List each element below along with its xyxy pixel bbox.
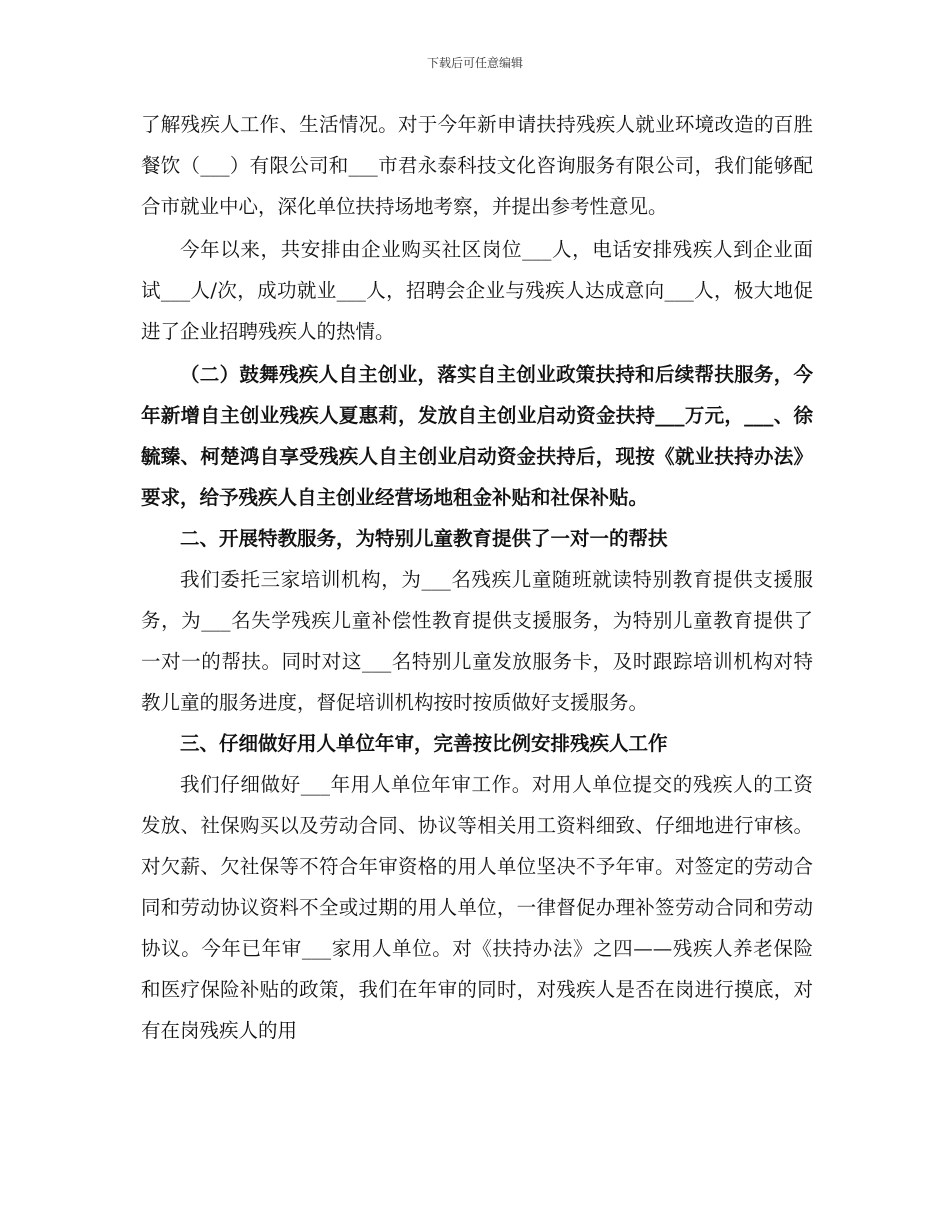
document-body <box>141 104 813 1051</box>
section-heading-3: 三、仔细做好用人单位年审，完善按比例安排残疾人工作 <box>180 732 668 755</box>
page-header: 下载后可任意编辑 <box>426 56 523 70</box>
paragraph-2: 今年以来，共安排由企业购买社区岗位___人，电话安排残疾人到企业面试___人/次，成功就业___人，招聘会企业与残疾人达成意向___人，极大地促进了企业招聘残疾人的热情。 <box>141 238 813 343</box>
paragraph-1: 了解残疾人工作、生活情况。对于今年新申请扶持残疾人就业环境改造的百胜餐饮（___）有限公司和___市君永泰科技文化咨询服务有限公司，我们能够配合市就业中心，深化单位扶持场地考察，并提出参考性意见。 <box>141 113 813 218</box>
paragraph-special-education: 我们委托三家培训机构，为___名残疾儿童随班就读特别教育提供支援服务，为___名失学残疾儿童补偿性教育提供支援服务，为特别儿童教育提供了一对一的帮扶。同时对这___名特别儿童发放服务卡，及时跟踪培训机构对特教儿童的服务进度，督促培训机构按时按质做好支援服务。 <box>141 568 813 714</box>
paragraph-annual-review: 我们仔细做好___年用人单位年审工作。对用人单位提交的残疾人的工资发放、社保购买以及劳动合同、协议等相关用工资料细致、仔细地进行审核。对欠薪、欠社保等不符合年审资格的用人单位坚决不予年审。对签定的劳动合同和劳动协议资料不全或过期的用人单位，一律督促办理补签劳动合同和劳动协议。今年已年审___家用人单位。对《扶持办法》之四——残疾人养老保险和医疗保险补贴的政策，我们在年审的同时，对残疾人是否在岗进行摸底，对有在岗残疾人的用 <box>141 773 813 1042</box>
section-heading-2-2: （二）鼓舞残疾人自主创业，落实自主创业政策扶持和后续帮扶服务，今年新增自主创业残疾人夏惠莉，发放自主创业启动资金扶持___万元，___、徐毓臻、柯楚鸿自享受残疾人自主创业启动资金扶持后，现按《就业扶持办法》要求，给予残疾人自主创业经营场地租金补贴和社保补贴。 <box>141 363 813 509</box>
section-heading-2: 二、开展特教服务，为特别儿童教育提供了一对一的帮扶 <box>180 527 668 550</box>
